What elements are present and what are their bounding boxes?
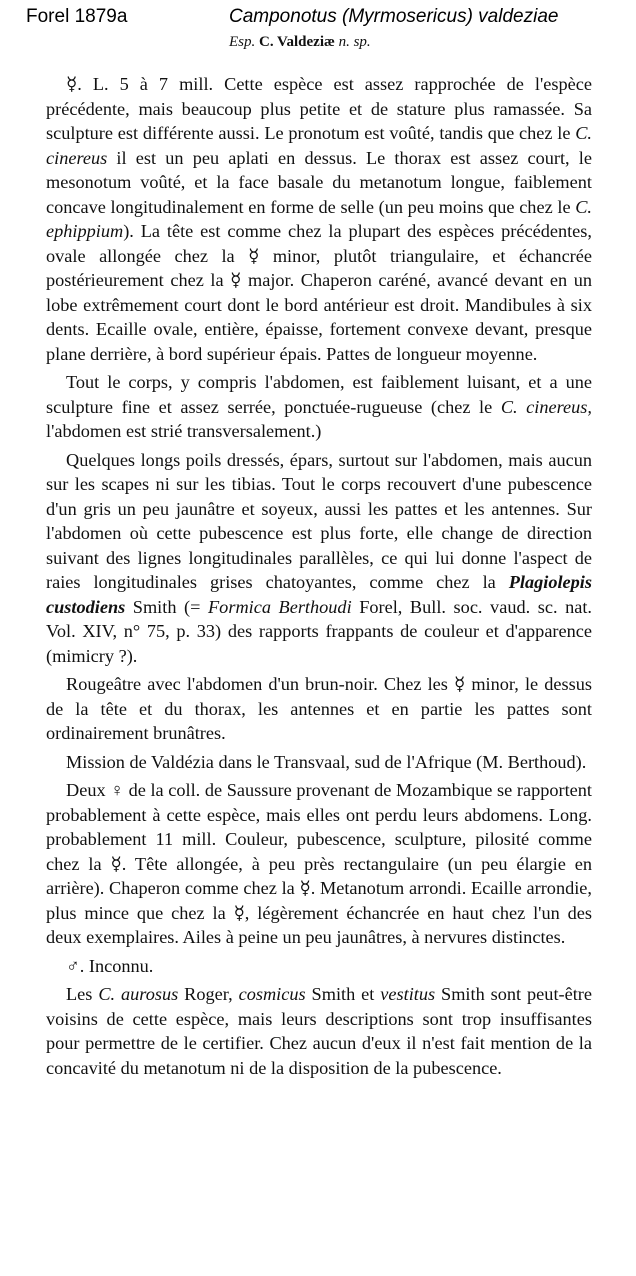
paragraph-text: il est un peu aplati en dessus. Le thorax est assez court, le mesonotum voûté, et la face basale du metanotum longue, faiblement concave longitudinalement en forme de selle (un peu moins que chez le (46, 147, 592, 217)
paragraph (46, 672, 592, 746)
title-species: C. Valdeziæ (259, 34, 335, 50)
paragraph-text: Smith et (305, 984, 381, 1004)
taxon-italic: vestitus (380, 984, 436, 1004)
taxon-italic: C. ephippium (46, 196, 592, 241)
paragraph (46, 954, 592, 979)
paragraph-text: Quelques longs poils dressés, épars, surtout sur l'abdomen, mais aucun sur les scapes ni sur les tibias. Tout le corps recouvert d'une pubescence d'un gris un peu jaunâtre et soyeux, aussi les pattes et les antennes. Sur l'abdomen où cette pubescence est plus forte, elle change de direction suivant des lignes longitudinales parallèles, ce qui lui donne l'aspect de raies longitudinales grises chatoyantes, comme chez la (46, 449, 592, 592)
taxon-italic: C. cinereus, (500, 396, 592, 417)
paragraph (46, 448, 592, 669)
paragraph-text: Les (66, 984, 99, 1004)
taxon-italic: C. aurosus (98, 984, 179, 1004)
paragraph-text: Tout le corps, y compris l'abdomen, est faiblement luisant, et a une sculpture fine et assez serrée, ponctuée-rugueuse (chez le (46, 372, 592, 417)
paragraph-text: Deux ♀ de la coll. de Saussure provenant de Mozambique se rapportent probablement à cette espèce, mais elles ont perdu leurs abdomens. Long. probablement 11 mill. Couleur, pubescence, sculpture, pilosité comme chez la ☿. Tête allongée, à peu près rectangulaire (un peu élargie en arrière). Chaperon comme chez la ☿. Metanotum arrondi. Ecaille arrondie, plus mince que chez la ☿, légèrement échancrée en haut chez l'un des deux exemplaires. Ailes à peine un peu jaunâtres, à nervures distinctes. (46, 780, 592, 947)
taxon-italic: C. cinereus (46, 123, 592, 168)
title-suffix: n. sp. (338, 34, 371, 50)
species-title (229, 34, 371, 51)
paragraph-text: ♂. Inconnu. (66, 955, 154, 976)
paragraph-text: Roger, (178, 984, 239, 1004)
source-citation: Forel 1879a (26, 6, 128, 27)
paragraph (46, 370, 592, 444)
paragraph-text: Mission de Valdézia dans le Transvaal, sud de l'Afrique (M. Berthoud). (66, 751, 587, 772)
paragraph-text: Forel, Bull. soc. vaud. sc. nat. Vol. XIV, n° 75, p. 33) des rapports frappants de couleur et d'apparence (mimicry ?). (46, 596, 592, 666)
paragraph-text: ). La tête est comme chez la plupart des espèces précédentes, ovale allongée chez la ☿ minor, plutôt triangulaire, et échancrée postérieurement chez la ☿ major. Chaperon caréné, avancé devant en un lobe extrêmement court dont le bord antérieur est droit. Mandibules à six dents. Ecaille ovale, entière, épaisse, fortement convexe devant, presque plane derrière, à bord supérieur épais. Pattes de longueur moyenne. (46, 221, 592, 364)
taxon-italic: Formica Berthoudi (208, 596, 352, 617)
taxon-name: Camponotus (Myrmosericus) valdeziae (229, 6, 559, 27)
taxon-italic: Plagiolepis custodiens (46, 572, 592, 617)
paragraph (46, 982, 592, 1080)
paragraph (46, 750, 592, 775)
paragraph-text: l'abdomen est strié transversalement.) (46, 421, 322, 441)
paragraph-text: ☿. L. 5 à 7 mill. Cette espèce est assez rapprochée de l'espèce précédente, mais beaucoup plus petite et de stature plus ramassée. Sa sculpture est différente aussi. Le pronotum est voûté, tandis que chez le (46, 74, 592, 143)
description-text (46, 72, 592, 1080)
paragraph-text: Smith sont peut-être voisins de cette espèce, mais leurs descriptions sont trop insuffisantes pour permettre de le certifier. Chez aucun d'eux il n'est fait mention de la concavité du metanotum ni de la disposition de la pubescence. (46, 984, 593, 1078)
taxon-italic: cosmicus (238, 984, 306, 1004)
paragraph (46, 778, 592, 950)
paragraph-text: Rougeâtre avec l'abdomen d'un brun-noir. Chez les ☿ minor, le dessus de la tête et du thorax, les antennes et en partie les pattes sont ordinairement brunâtres. (46, 674, 592, 743)
paragraph-text: Smith (= (125, 596, 209, 617)
title-prefix: Esp. (229, 34, 256, 50)
paragraph (46, 72, 592, 366)
